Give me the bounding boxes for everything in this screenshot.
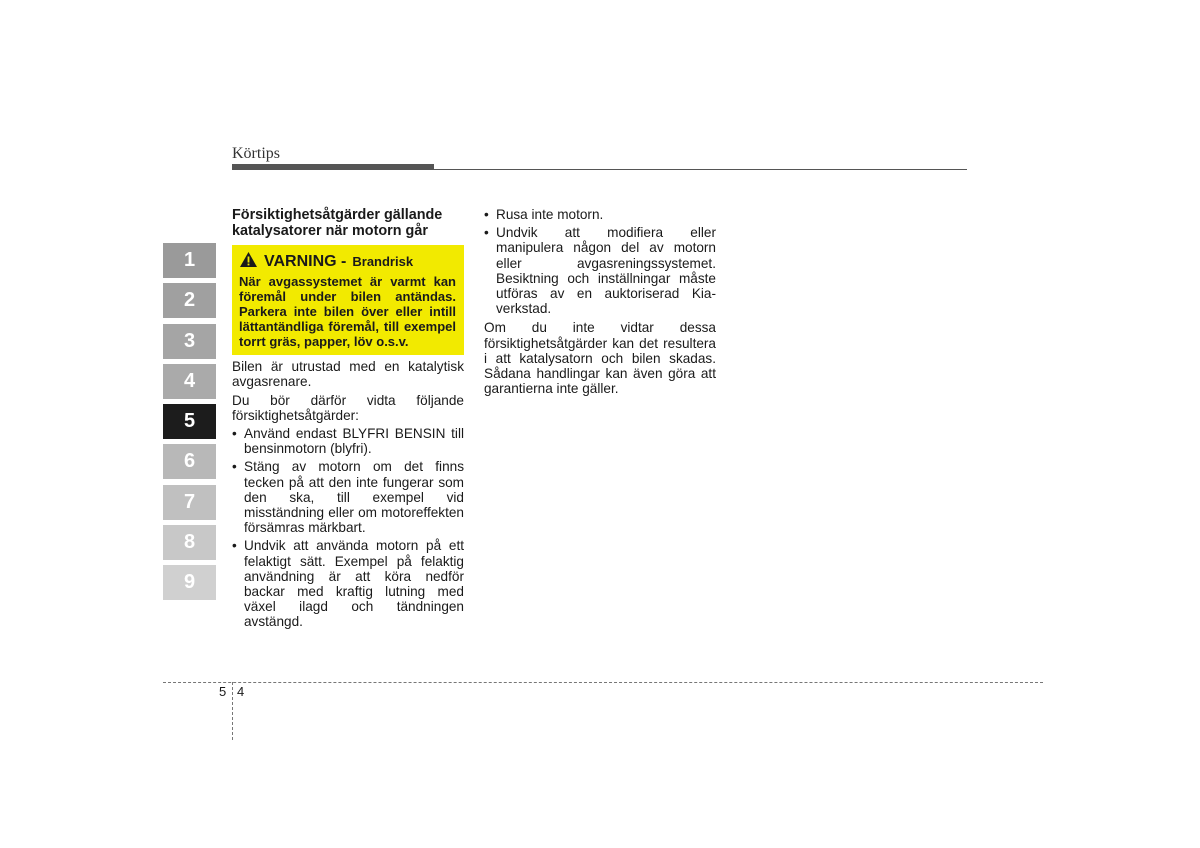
chapter-tab-6[interactable] (163, 444, 216, 479)
chapter-tab-label: 2 (183, 289, 196, 312)
right-column (484, 207, 716, 399)
section-heading: Försiktighetsåtgärder gällande katalysatorer när motorn går (232, 207, 443, 239)
page-header-title: Körtips (232, 145, 280, 162)
chapter-tab-label: 8 (183, 531, 196, 554)
header-rule (232, 169, 967, 170)
warning-box (232, 245, 464, 355)
chapter-tabs (163, 243, 216, 606)
paragraph: Du bör därför vidta följande försiktighetsåtgärder: (232, 392, 464, 423)
chapter-tab-3[interactable] (163, 324, 216, 359)
footer-divider (232, 682, 233, 740)
warning-title: VARNING - (264, 252, 347, 270)
warning-subtitle: Brandrisk (352, 253, 414, 269)
list-item: • Använd endast BLYFRI BENSIN till bensinmotorn (blyfri). (232, 426, 464, 456)
warning-triangle-icon (239, 251, 258, 271)
paragraph: Om du inte vidtar dessa försiktighetsåtgärder kan det resultera i att katalysatorn och bilen skadas. Sådana handlingar kan även göra att garantierna inte gäller. (484, 320, 716, 397)
chapter-tab-5[interactable] (163, 404, 216, 439)
chapter-tab-4[interactable] (163, 364, 216, 399)
bullet-list (232, 426, 464, 630)
page-number: 4 (237, 684, 245, 699)
chapter-tab-label: 5 (183, 410, 196, 433)
chapter-tab-label: 9 (183, 571, 196, 594)
list-item: • Undvik att modifiera eller manipulera någon del av motorn eller avgasreningssystemet. Besiktning och inställningar måste utföras av en auktoriserad Kia-verkstad. (484, 225, 716, 316)
chapter-tab-8[interactable] (163, 525, 216, 560)
warning-text: När avgassystemet är varmt kan föremål under bilen antändas. Parkera inte bilen över eller intill lättantändliga föremål, till exempel torrt gräs, papper, löv o.s.v. (239, 274, 456, 350)
list-item: • Stäng av motorn om det finns tecken på att den inte fungerar som den ska, till exempel vid misständning eller om motoreffekten försämras märkbart. (232, 459, 464, 535)
left-column (232, 207, 464, 634)
chapter-tab-7[interactable] (163, 485, 216, 520)
paragraph: Bilen är utrustad med en katalytisk avgasrenare. (232, 359, 464, 390)
page-chapter-number: 5 (219, 684, 227, 699)
chapter-tab-9[interactable] (163, 565, 216, 600)
chapter-tab-label: 4 (183, 369, 196, 392)
chapter-tab-2[interactable] (163, 283, 216, 318)
chapter-tab-1[interactable] (163, 243, 216, 278)
warning-header (239, 251, 456, 271)
chapter-tab-label: 6 (183, 450, 196, 473)
bullet-list (484, 207, 716, 316)
chapter-tab-label: 3 (183, 329, 196, 352)
chapter-tab-label: 7 (183, 490, 196, 513)
footer-rule (163, 682, 1043, 683)
list-item: • Rusa inte motorn. (484, 207, 716, 222)
chapter-tab-label: 1 (183, 249, 196, 271)
list-item: • Undvik att använda motorn på ett felaktigt sätt. Exempel på felaktig användning är att köra nedför backar med kraftig lutning med växel ilagd och tändningen avstängd. (232, 538, 464, 629)
